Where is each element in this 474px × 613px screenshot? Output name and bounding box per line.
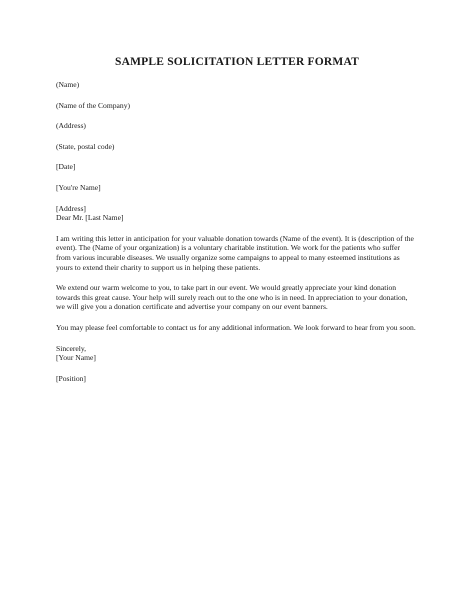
signature-name: [Your Name] (56, 353, 96, 363)
paragraph-line: yours to extend their charity to support us in helping these patients. (56, 262, 261, 272)
closing: Sincerely, (56, 343, 87, 353)
recipient-name: (Name) (56, 80, 80, 89)
recipient-address: (Address) (56, 121, 86, 131)
recipient-state-postal: (State, postal code) (56, 141, 115, 151)
paragraph-2 (56, 283, 422, 312)
paragraph-1 (56, 234, 422, 272)
salutation: Dear Mr. [Last Name] (56, 213, 124, 223)
signature-position: [Position] (56, 373, 86, 383)
paragraph-3: You may please feel comfortable to contact us for any additional information. We look forward to hear from you soon. (56, 322, 416, 332)
letter-date: [Date] (56, 162, 76, 172)
paragraph-line: from various incurable diseases. We usually organize some campaigns to appeal to many esteemed institutions as (56, 252, 400, 262)
recipient-company: (Name of the Company) (56, 100, 131, 110)
letter-body (56, 80, 422, 383)
paragraph-line: We extend our warm welcome to you, to take part in our event. We would greatly appreciate your kind donation (56, 283, 397, 293)
paragraph-line: towards this great cause. Your help will surely reach out to the one who is in need. In appreciation to your donation, (56, 292, 408, 302)
letter-title: SAMPLE SOLICITATION LETTER FORMAT (115, 56, 359, 68)
paragraph-line: event). The (Name of your organization) is a voluntary charitable institution. We work for the patients who suffer (56, 243, 401, 253)
paragraph-line: I am writing this letter in anticipation for your valuable donation towards (Name of the event). It is (description of the (56, 233, 414, 243)
paragraph-line: we will give you a donation certificate and advertise your company on our event banners. (56, 302, 328, 312)
sender-address: [Address] (56, 203, 86, 213)
sender-name: [You're Name] (56, 182, 101, 192)
